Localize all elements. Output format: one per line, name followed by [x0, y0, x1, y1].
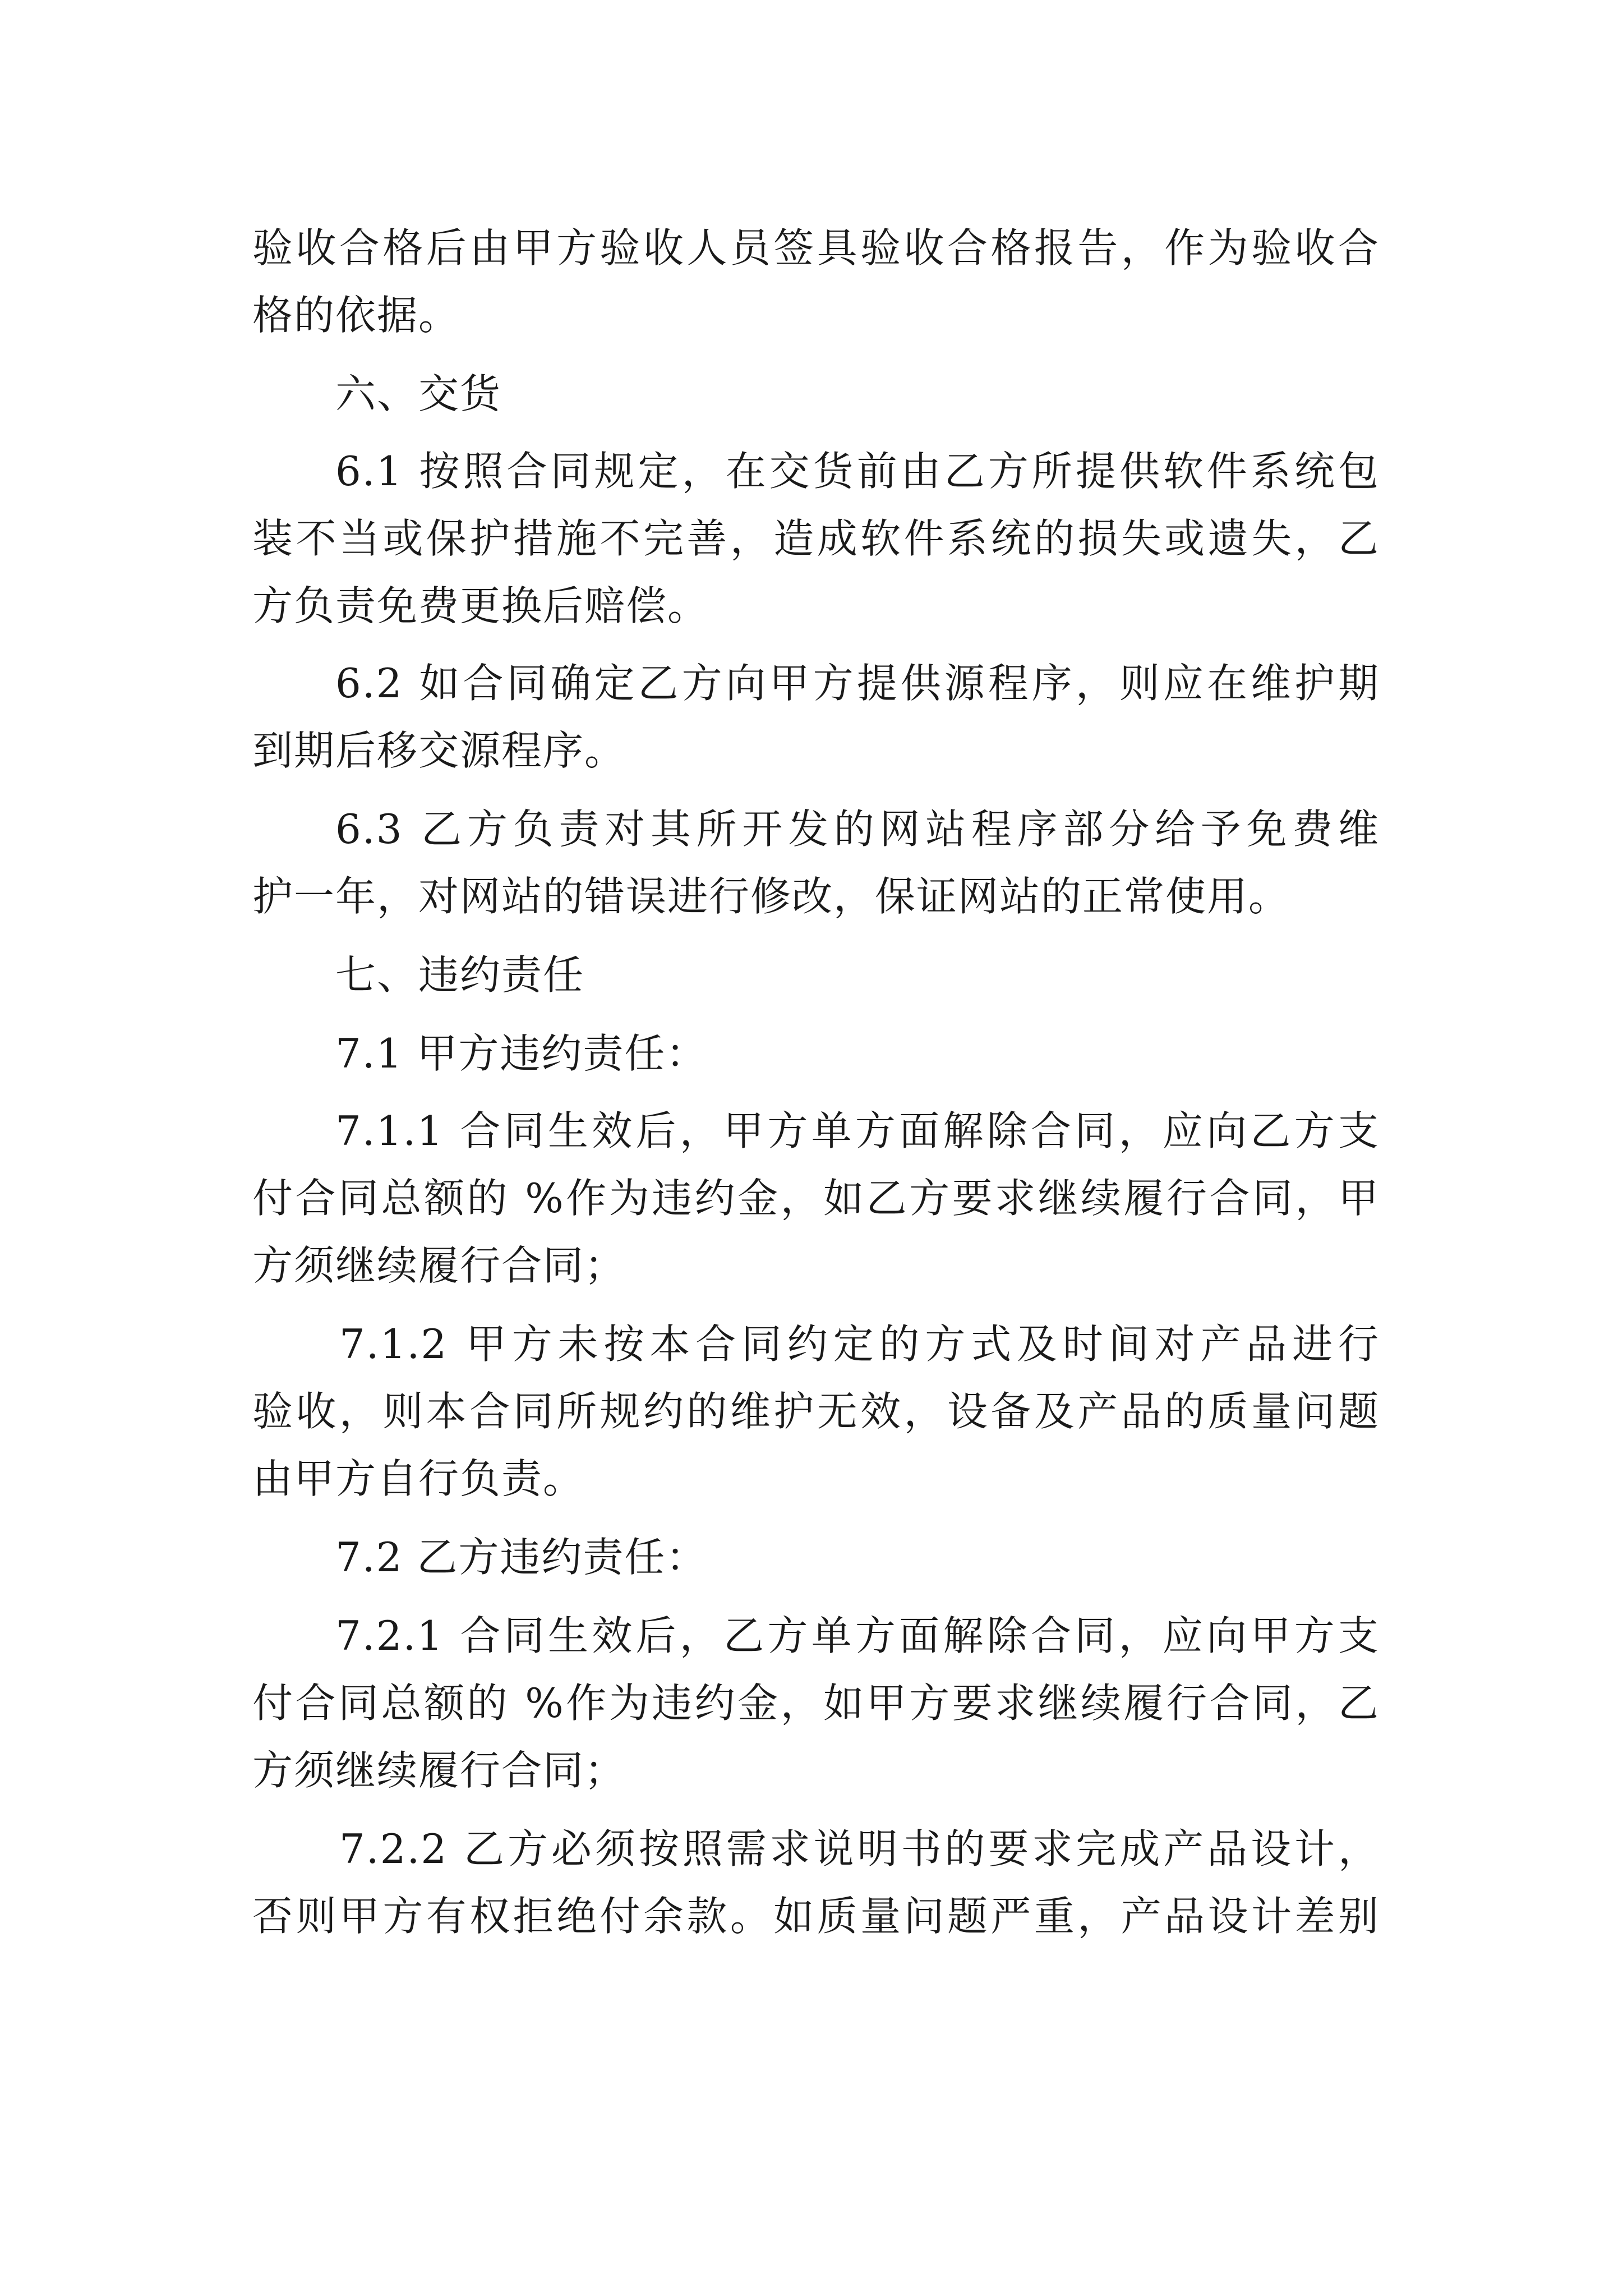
body-text-line: 否则甲方有权拒绝付余款。如质量问题严重，产品设计差别: [252, 1893, 1380, 1940]
body-text-line: 装不当或保护措施不完善，造成软件系统的损失或遗失，乙: [252, 515, 1380, 562]
clause-text-line: 6.1 按照合同规定，在交货前由乙方所提供软件系统包: [335, 448, 1380, 495]
clause-heading: 7.1 甲方违约责任：: [335, 1030, 708, 1077]
clause-text-line: 7.1.1 合同生效后，甲方单方面解除合同，应向乙方支: [335, 1107, 1380, 1154]
body-text-line: 格的依据。: [252, 292, 460, 339]
body-text-line: 验收合格后由甲方验收人员签具验收合格报告，作为验收合: [252, 224, 1380, 272]
body-text-line: 付合同总额的 %作为违约金，如甲方要求继续履行合同，乙: [252, 1680, 1380, 1727]
body-text-line: 方须继续履行合同；: [252, 1242, 626, 1289]
body-text-line: 到期后移交源程序。: [252, 727, 626, 774]
body-text-line: 护一年，对网站的错误进行修改，保证网站的正常使用。: [252, 873, 1290, 920]
clause-text-line: 7.2.2 乙方必须按照需求说明书的要求完成产品设计，: [339, 1825, 1380, 1872]
body-text-line: 方须继续履行合同；: [252, 1747, 626, 1794]
section-heading: 七、违约责任: [335, 951, 585, 999]
clause-heading: 7.2 乙方违约责任：: [335, 1534, 708, 1581]
clause-text-line: 6.3 乙方负责对其所开发的网站程序部分给予免费维: [335, 806, 1380, 853]
body-text-line: 方负责免费更换后赔偿。: [252, 582, 709, 629]
body-text-line: 付合同总额的 %作为违约金，如乙方要求继续履行合同，甲: [252, 1175, 1380, 1222]
clause-text-line: 6.2 如合同确定乙方向甲方提供源程序，则应在维护期: [335, 660, 1380, 707]
body-text-line: 验收，则本合同所规约的维护无效，设备及产品的质量问题: [252, 1388, 1380, 1435]
body-text-line: 由甲方自行负责。: [252, 1455, 585, 1502]
clause-text-line: 7.2.1 合同生效后，乙方单方面解除合同，应向甲方支: [335, 1612, 1380, 1659]
clause-text-line: 7.1.2 甲方未按本合同约定的方式及时间对产品进行: [339, 1320, 1380, 1368]
section-heading: 六、交货: [335, 370, 502, 417]
